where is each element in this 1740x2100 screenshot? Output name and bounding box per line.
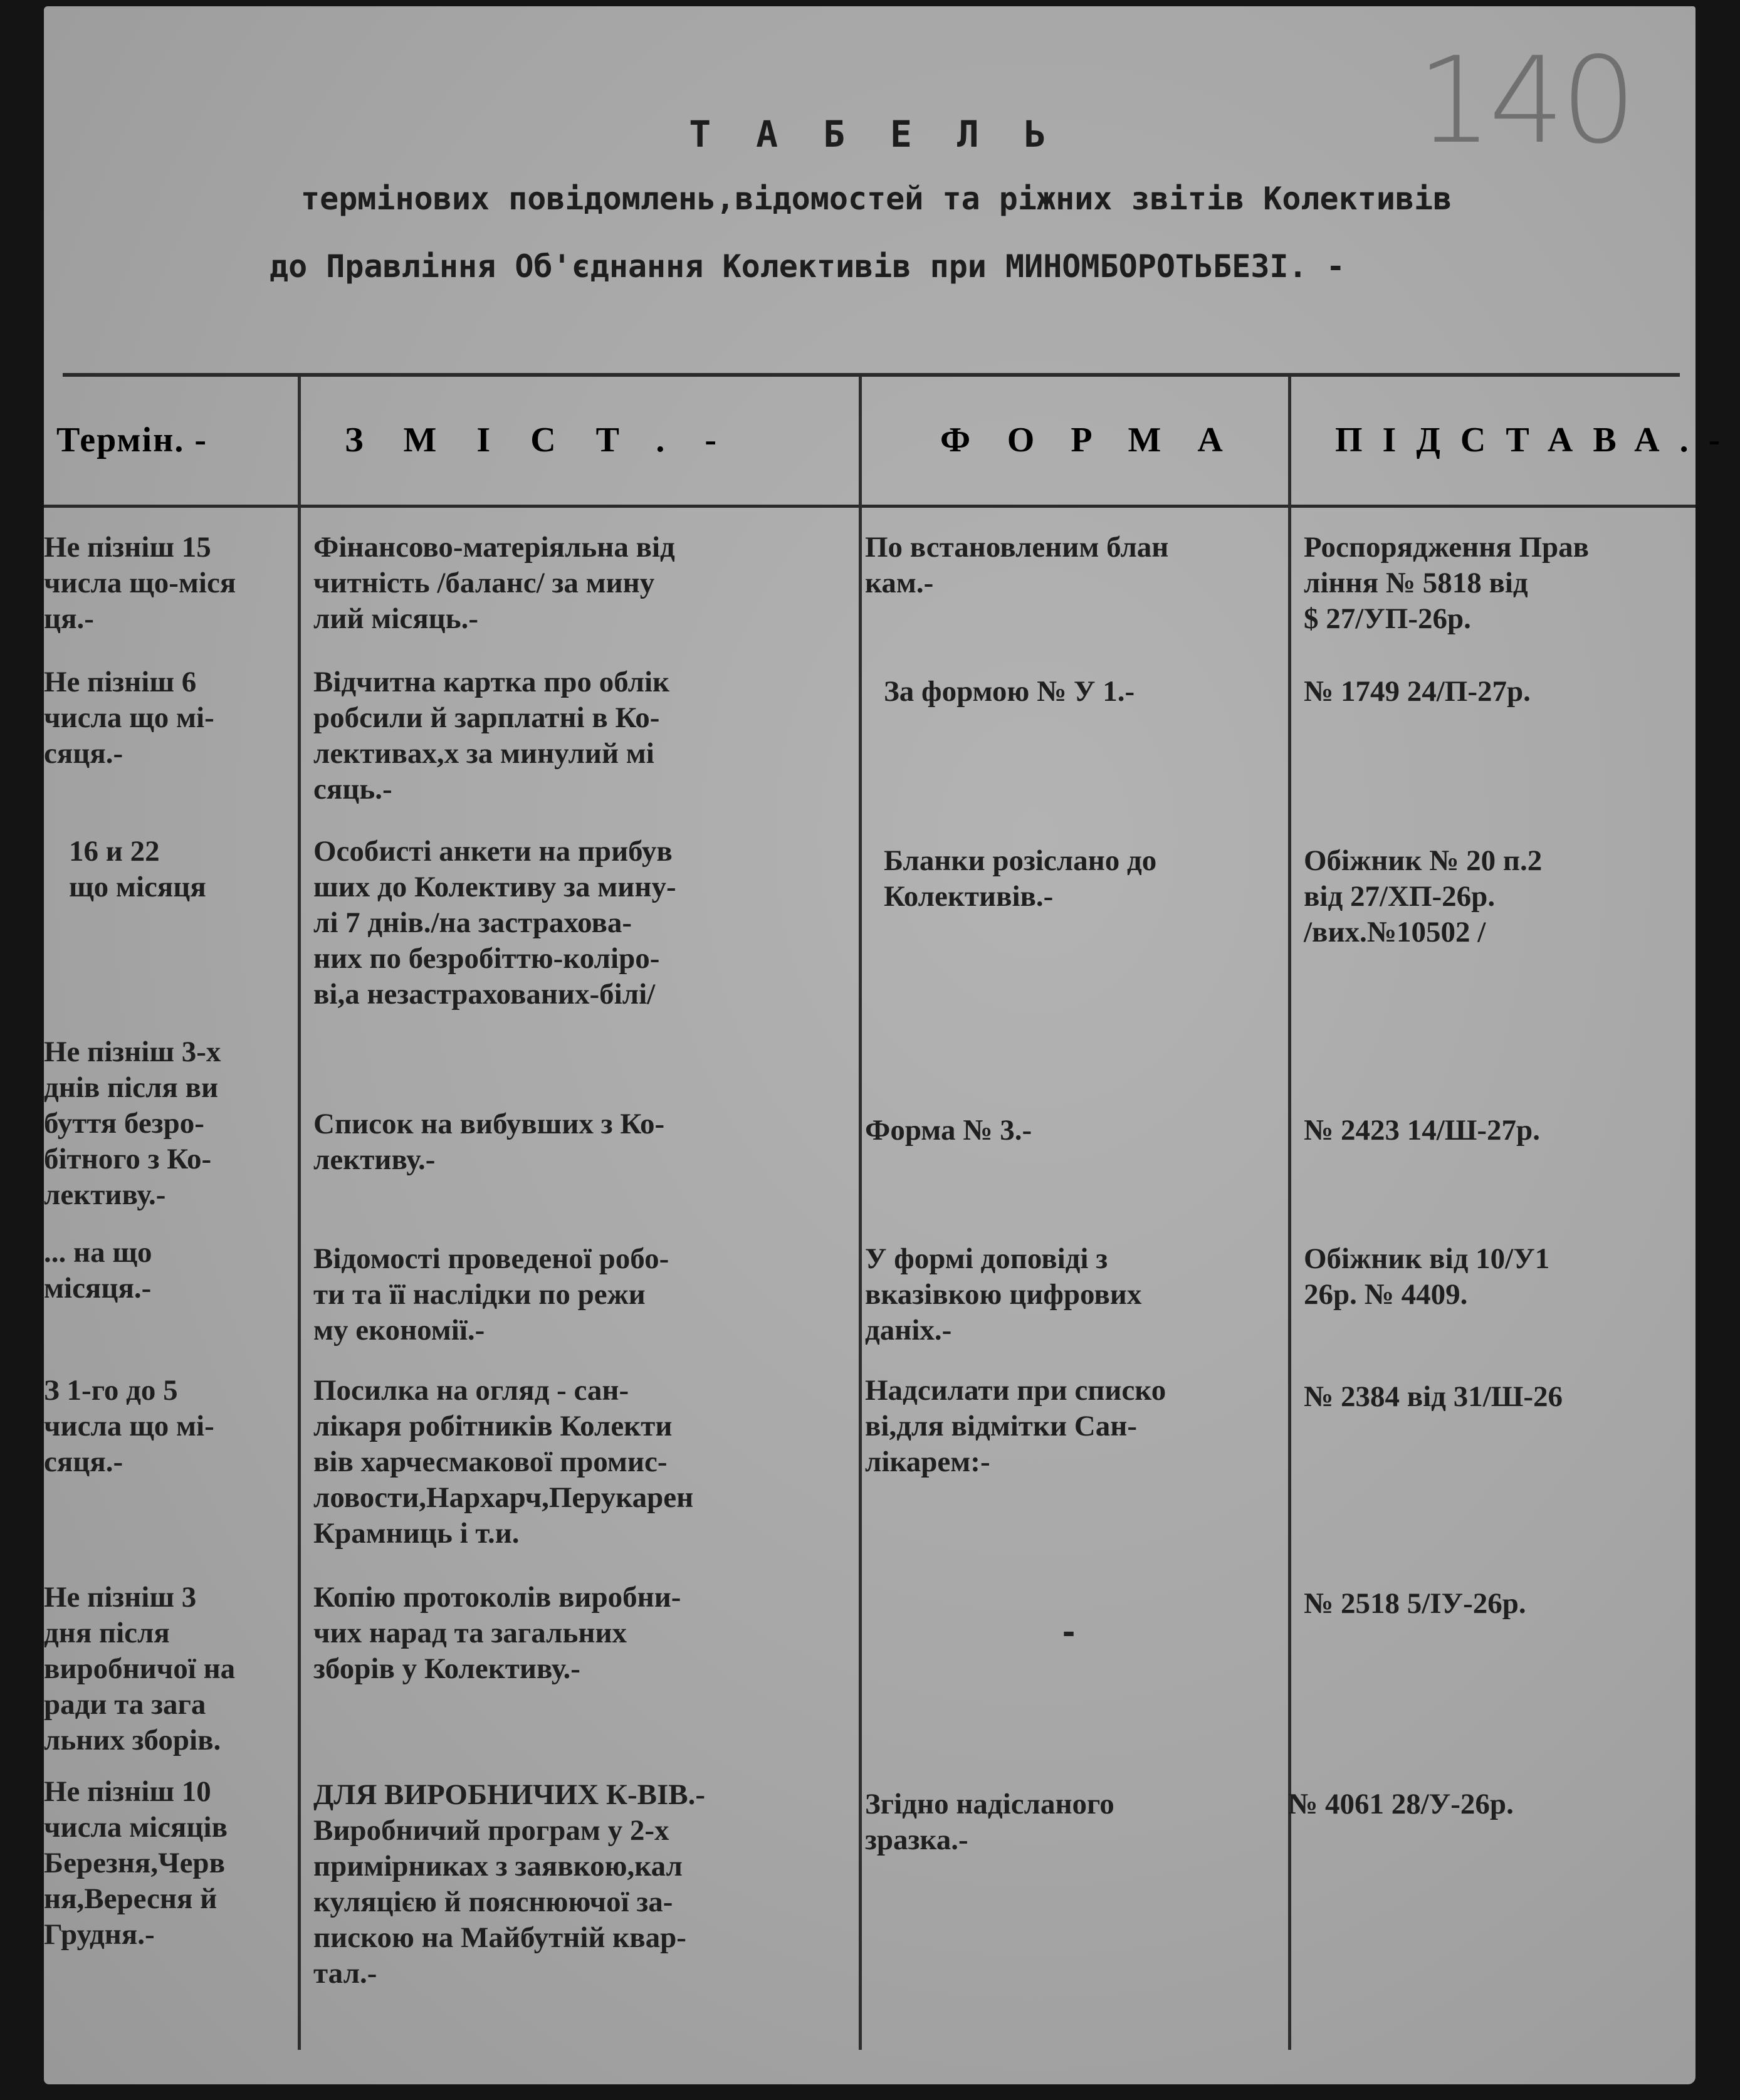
header-form: ФОРМА bbox=[940, 421, 1259, 459]
header-basis: ПІДСТАВА.- bbox=[1335, 421, 1740, 459]
row-6-term: З 1-го до 5 числа що мі- сяця.- bbox=[44, 1374, 214, 1478]
row-5-basis: Обіжник від 10/У1 26р. № 4409. bbox=[1304, 1242, 1550, 1311]
row-6-basis: № 2384 від 31/Ш-26 bbox=[1304, 1380, 1563, 1413]
row-8-term: Не пізніш 10 числа місяців Березня,Черв ня,Вересня й Грудня.- bbox=[44, 1775, 228, 1951]
row-6-form: Надсилати при списко ві,для відмітки Сан- лікарем:- bbox=[865, 1374, 1166, 1478]
row-7-content: Копію протоколів виробни- чих нарад та загальних зборів у Колективу.- bbox=[313, 1581, 681, 1685]
row-3-term: 16 и 22 що місяця bbox=[69, 835, 206, 903]
row-8-content: ДЛЯ ВИРОБНИЧИХ К-ВІВ.- Виробничий програм у 2-х примірниках з заявкою,кал куляцією й пояснюючої за- пискою на Майбутній квар- тал.- bbox=[313, 1778, 705, 1990]
row-4-basis: № 2423 14/Ш-27р. bbox=[1304, 1114, 1540, 1147]
document-page bbox=[44, 6, 1740, 2084]
title-block bbox=[188, 113, 1630, 285]
row-1-content: Фінансово-матеріяльна від читність /баланс/ за мину лий місяць.- bbox=[313, 531, 675, 635]
row-7-basis: № 2518 5/ІУ-26р. bbox=[1304, 1587, 1526, 1620]
row-5-term: ... на що місяця.- bbox=[44, 1236, 152, 1305]
page-number: 140 bbox=[1417, 31, 1633, 170]
row-2-form: За формою № У 1.- bbox=[884, 675, 1135, 708]
row-8-basis: № 4061 28/У-26р. bbox=[1288, 1788, 1514, 1820]
row-4-content: Список на вибувших з Ко- лективу.- bbox=[313, 1108, 665, 1176]
row-1-term: Не пізніш 15 числа що-міся ця.- bbox=[44, 531, 236, 635]
column-divider-1 bbox=[298, 376, 301, 2050]
row-6-content: Посилка на огляд - сан- лікаря робітників Колекти вів харчесмакової промис- ловости,Нархарч,Перукарен Крамниць і т.и. bbox=[313, 1374, 694, 1550]
header-content: ЗМІСТ.- bbox=[345, 421, 757, 459]
row-2-basis: № 1749 24/П-27р. bbox=[1304, 675, 1531, 708]
row-3-form: Бланки розіслано до Колективів.- bbox=[884, 844, 1157, 913]
row-1-basis: Роспорядження Прав ління № 5818 від $ 27/УП-26р. bbox=[1304, 531, 1590, 635]
row-7-form: - bbox=[1059, 1614, 1079, 1651]
row-5-content: Відомості проведеної робо- ти та її наслідки по режи му економії.- bbox=[313, 1242, 669, 1347]
row-7-term: Не пізніш 3 дня після виробничої на ради та зага льних зборів. bbox=[44, 1581, 236, 1756]
row-3-content: Особисті анкети на прибув ших до Колективу за мину- лі 7 днів./на застрахова- них по безробіттю-коліро- ві,а незастрахованих-білі/ bbox=[313, 835, 676, 1011]
row-5-form: У формі доповіді з вказівкою цифрових даніх.- bbox=[865, 1242, 1142, 1347]
document-heading: ТАБЕЛЬ bbox=[689, 113, 1091, 155]
table-top-rule bbox=[63, 373, 1680, 377]
row-2-content: Відчитна картка про облік робсили й зарплатні в Ко- лективах,х за минулий мі сяць.- bbox=[313, 666, 670, 806]
row-2-term: Не пізніш 6 числа що мі- сяця.- bbox=[44, 666, 214, 770]
row-8-form: Згідно надісланого зразка.- bbox=[865, 1788, 1114, 1856]
row-4-term: Не пізніш 3-х днів після ви буття безро- бітного з Ко- лективу.- bbox=[44, 1036, 221, 1211]
row-1-form: По встановленим блан кам.- bbox=[865, 531, 1169, 599]
document-subtitle-line-2: до Правління Об'єднання Колективів при МИНОМБОРОТЬБЕЗІ. - bbox=[270, 248, 1345, 285]
table-header-rule bbox=[44, 505, 1695, 508]
header-term: Термін. - bbox=[56, 421, 207, 459]
row-3-basis: Обіжник № 20 п.2 від 27/ХП-26р. /вих.№10502 / bbox=[1304, 844, 1543, 948]
document-subtitle-line-1: термінових повідомлень,відомостей та рiжних звітів Колективів bbox=[301, 181, 1452, 217]
row-4-form: Форма № 3.- bbox=[865, 1114, 1032, 1147]
column-divider-2 bbox=[859, 376, 862, 2050]
